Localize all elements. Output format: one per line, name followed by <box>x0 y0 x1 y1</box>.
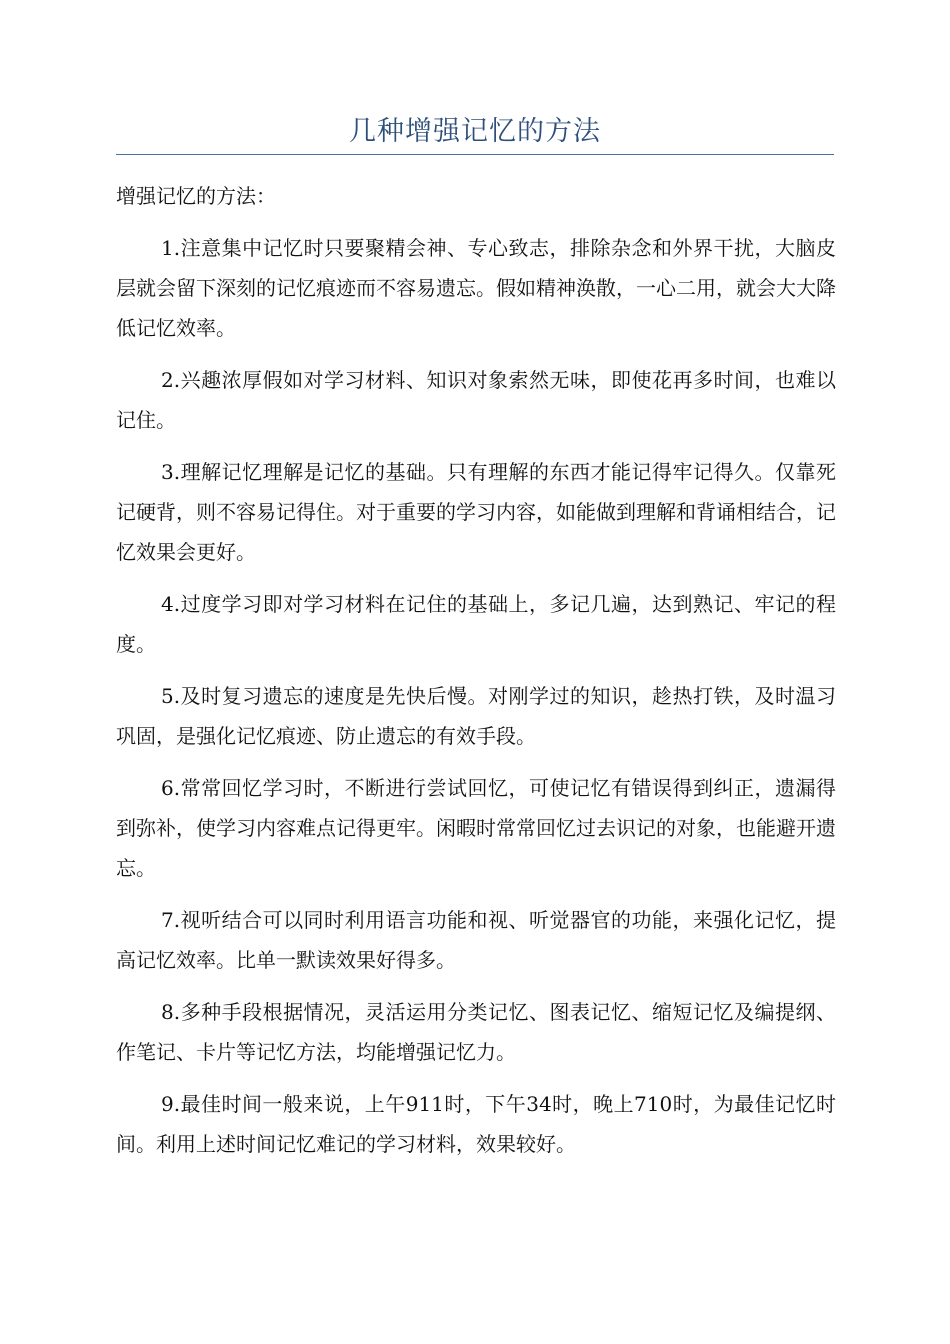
method-item-7: 7.视听结合可以同时利用语言功能和视、听觉器官的功能，来强化记忆，提高记忆效率。比单一默读效果好得多。 <box>116 908 836 972</box>
title-underline <box>116 154 834 155</box>
document-body <box>116 176 836 1176</box>
method-item-9: 9.最佳时间一般来说，上午911时，下午34时，晚上710时，为最佳记忆时间。利用上述时间记忆难记的学习材料，效果较好。 <box>116 1092 836 1156</box>
method-item-5: 5.及时复习遗忘的速度是先快后慢。对刚学过的知识，趁热打铁，及时温习巩固，是强化记忆痕迹、防止遗忘的有效手段。 <box>116 684 836 748</box>
document-title: 几种增强记忆的方法 <box>349 116 601 147</box>
method-item-8: 8.多种手段根据情况，灵活运用分类记忆、图表记忆、缩短记忆及编提纲、作笔记、卡片等记忆方法，均能增强记忆力。 <box>116 1000 836 1064</box>
method-item-2: 2.兴趣浓厚假如对学习材料、知识对象索然无味，即使花再多时间，也难以记住。 <box>116 368 836 432</box>
method-item-1: 1.注意集中记忆时只要聚精会神、专心致志，排除杂念和外界干扰，大脑皮层就会留下深刻的记忆痕迹而不容易遗忘。假如精神涣散，一心二用，就会大大降低记忆效率。 <box>116 236 836 340</box>
method-item-3: 3.理解记忆理解是记忆的基础。只有理解的东西才能记得牢记得久。仅靠死记硬背，则不容易记得住。对于重要的学习内容，如能做到理解和背诵相结合，记忆效果会更好。 <box>116 460 836 564</box>
intro-paragraph: 增强记忆的方法： <box>116 184 276 208</box>
method-item-6: 6.常常回忆学习时，不断进行尝试回忆，可使记忆有错误得到纠正，遗漏得到弥补，使学习内容难点记得更牢。闲暇时常常回忆过去识记的对象，也能避开遗忘。 <box>116 776 836 880</box>
method-item-4: 4.过度学习即对学习材料在记住的基础上，多记几遍，达到熟记、牢记的程度。 <box>116 592 836 656</box>
